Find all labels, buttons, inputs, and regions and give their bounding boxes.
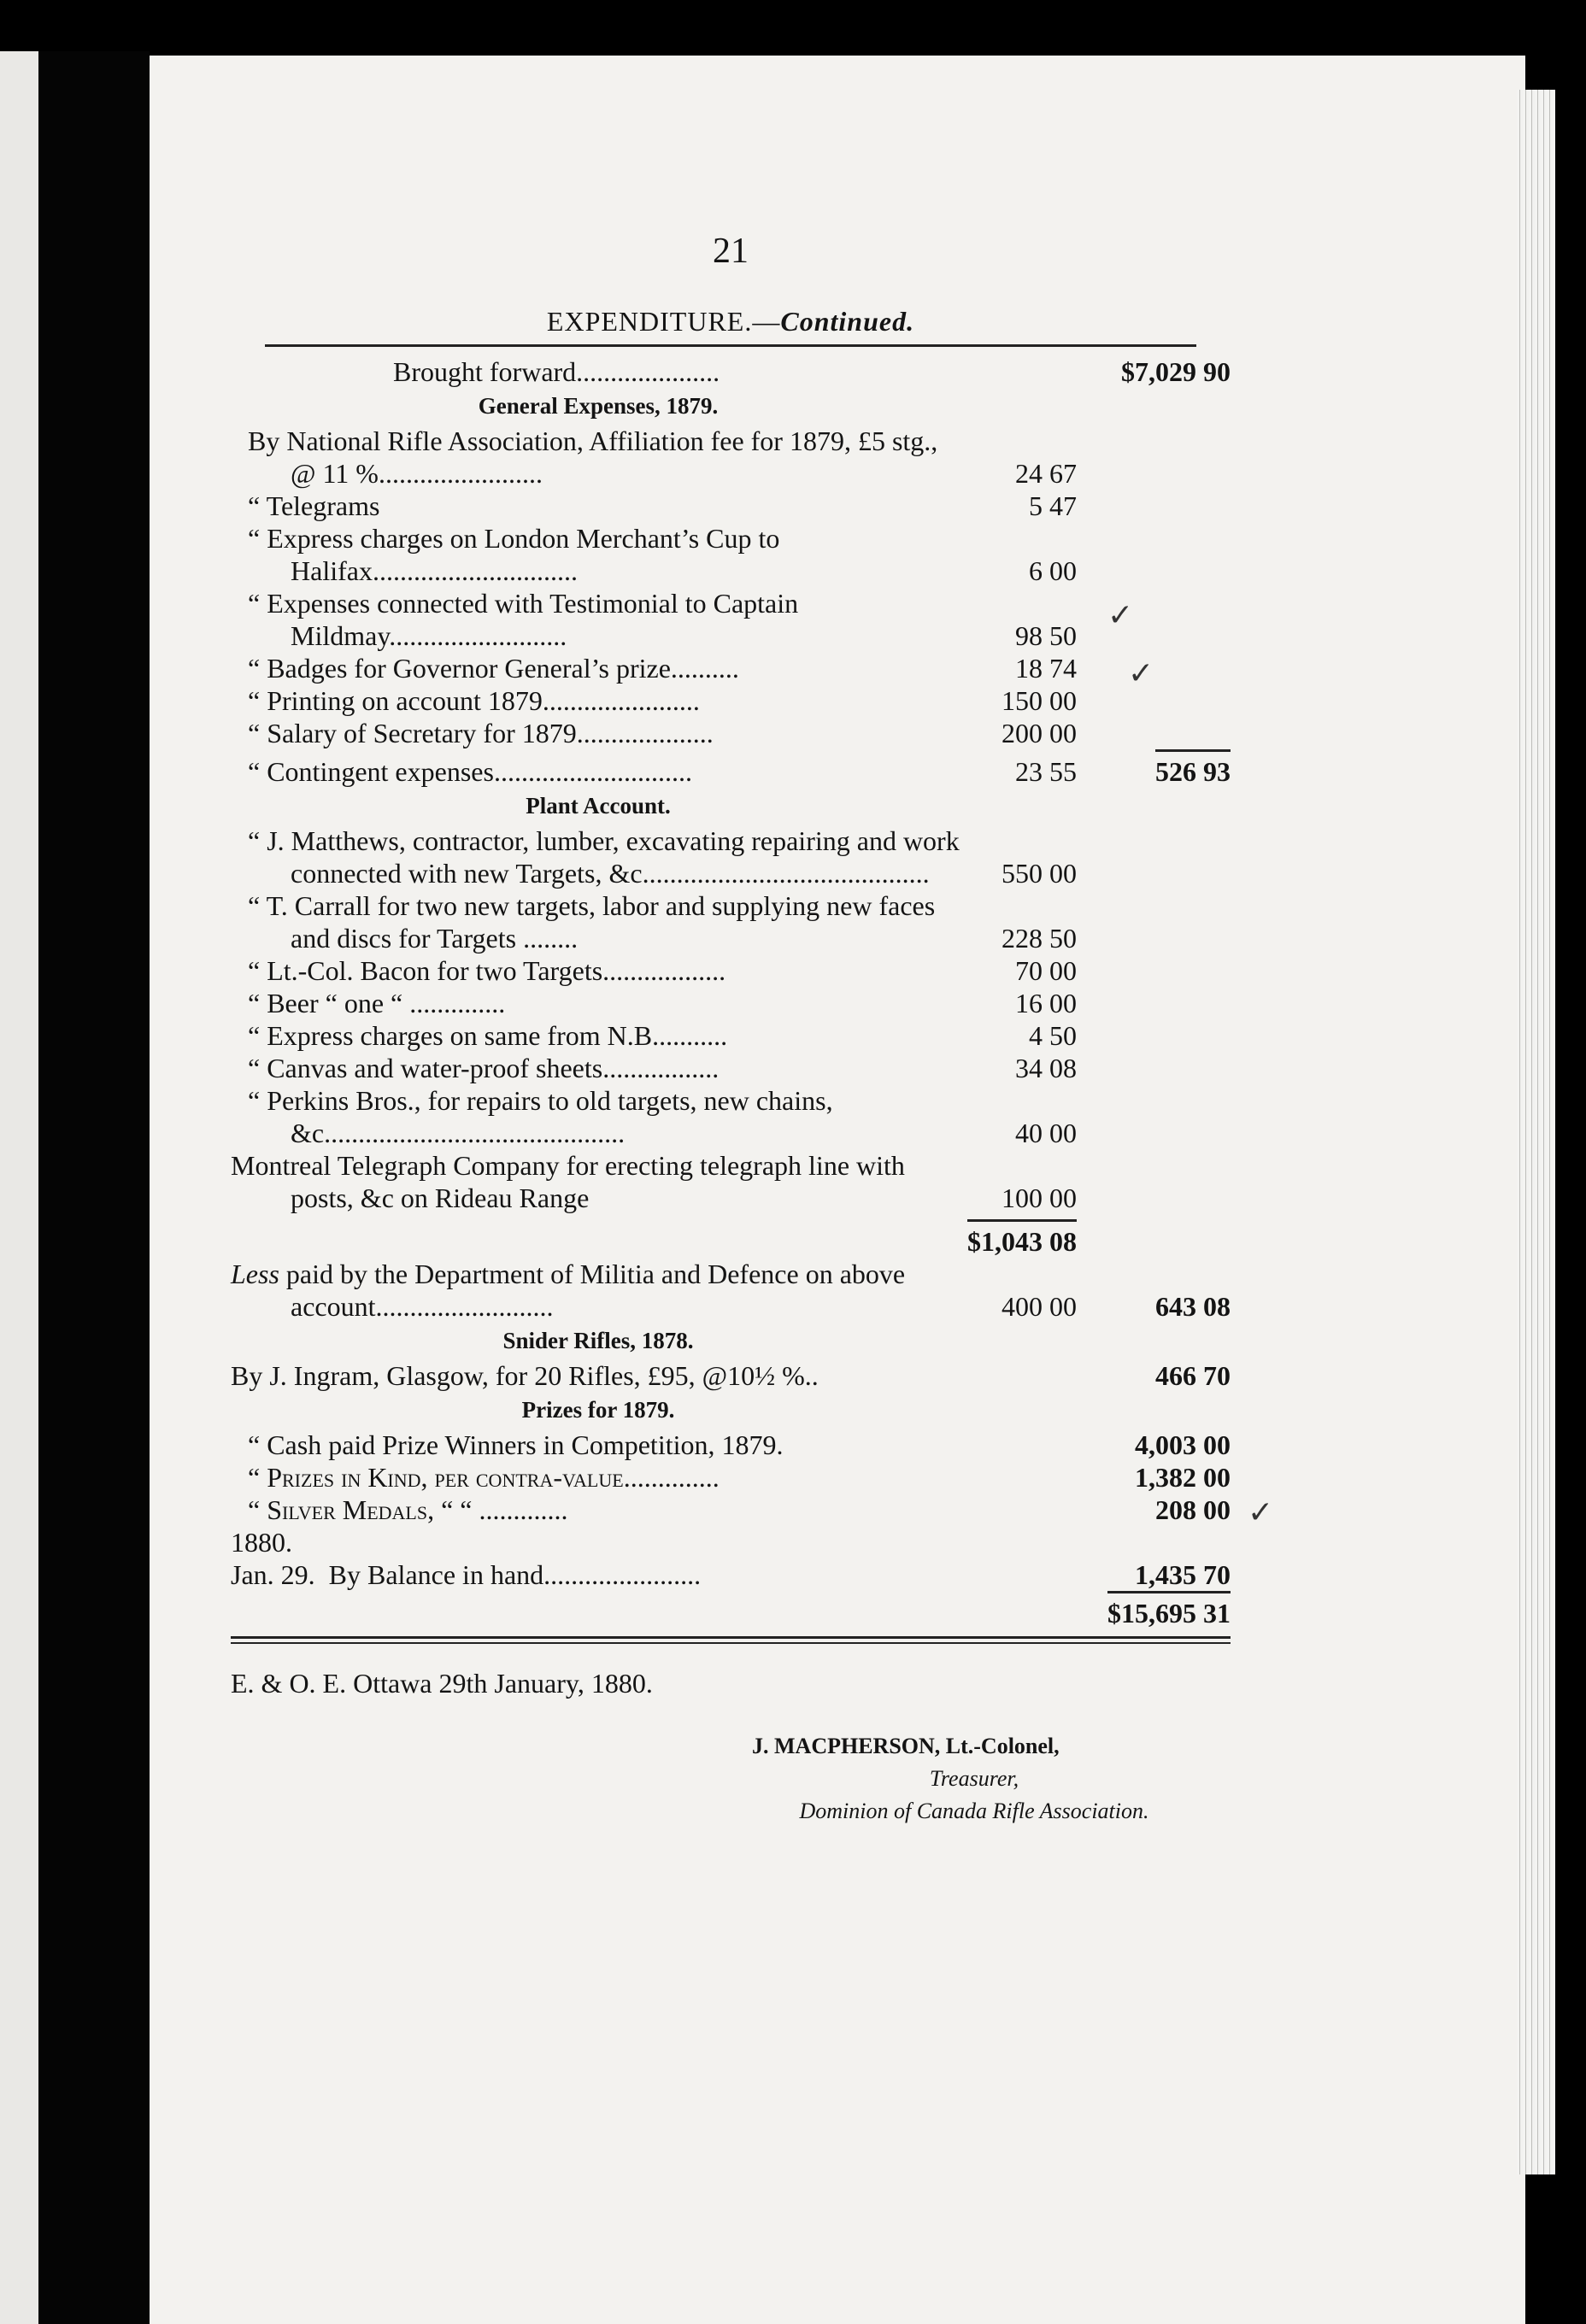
- book-spine: [38, 51, 150, 2324]
- row-text: “ Telegrams: [248, 490, 380, 521]
- row-text: “ Lt.-Col. Bacon for two Targets..................: [248, 955, 726, 986]
- ledger-row: [231, 987, 1231, 1019]
- footer-note: E. & O. E. Ottawa 29th January, 1880.: [231, 1668, 653, 1699]
- section-header: [231, 306, 1231, 337]
- row-amount: 23 55: [1015, 756, 1077, 787]
- less-label: Less: [231, 1259, 279, 1289]
- ledger-row: [231, 954, 1231, 987]
- ledger-row: [231, 749, 1231, 788]
- row-text: “ Canvas and water-proof sheets.................: [248, 1053, 720, 1083]
- ledger-row: [231, 1461, 1231, 1494]
- grand-total: [1077, 1591, 1231, 1629]
- row-text: “ Badges for Governor General’s prize..........: [248, 653, 739, 684]
- section-heading-prizes: Prizes for 1879.: [521, 1397, 675, 1423]
- row-text: “ Beer “ one “ ..............: [248, 988, 506, 1018]
- row-amount: 16 00: [1015, 988, 1077, 1018]
- grand-total-row: [231, 1591, 1231, 1629]
- balance-year: 1880.: [231, 1527, 292, 1558]
- ledger-row: [231, 1052, 1231, 1084]
- signatory-org: Dominion of Canada Rifle Association.: [799, 1799, 1149, 1823]
- row-amount: 550 00: [1002, 858, 1077, 889]
- signatory-name: J. MACPHERSON, Lt.-Colonel,: [752, 1734, 1060, 1758]
- section-heading-snider: Snider Rifles, 1878.: [502, 1328, 694, 1353]
- row-amount: 5 47: [1029, 490, 1077, 521]
- row-total: 4,003 00: [1135, 1429, 1231, 1460]
- row-text: “ Contingent expenses.............................: [248, 756, 692, 787]
- balance-text: By Balance in hand.......................: [328, 1559, 702, 1590]
- row-amount: 34 08: [1015, 1053, 1077, 1083]
- row-amount: 6 00: [1029, 555, 1077, 586]
- ledger-row: [231, 490, 1231, 522]
- ledger-row: [231, 587, 1231, 652]
- plant-subtotal: [966, 1219, 1077, 1258]
- balance-date: Jan. 29.: [231, 1559, 315, 1590]
- ledger-row: [231, 1149, 1231, 1214]
- row-text: “ Express charges on London Merchant’s Cup to Halifax..............................: [248, 523, 780, 586]
- row-amount: 228 50: [1002, 923, 1077, 954]
- ledger-row: [231, 1429, 1231, 1461]
- page-edges: [1517, 90, 1555, 2174]
- signature-block: [752, 1730, 1231, 1828]
- row-amount: 24 67: [1015, 458, 1077, 489]
- ledger-row: [231, 825, 1231, 889]
- ledger-row: [231, 1084, 1231, 1149]
- general-total: 526 93: [1155, 749, 1231, 788]
- row-amount: 200 00: [1002, 718, 1077, 748]
- pencil-tick-mark: ✓: [1128, 656, 1154, 691]
- year-row: [231, 1526, 1231, 1558]
- header-subtitle: Continued.: [780, 306, 915, 337]
- header-rule: [265, 344, 1196, 347]
- section-total: 466 70: [1155, 1360, 1231, 1391]
- ledger-row: [231, 889, 1231, 954]
- ledger-row: [231, 652, 1231, 684]
- row-amount: 98 50: [1015, 620, 1077, 651]
- brought-forward-row: [231, 355, 1231, 388]
- row-text: “ Salary of Secretary for 1879....................: [248, 718, 714, 748]
- row-text: “ T. Carrall for two new targets, labor and supplying new faces and discs for Targets ........: [248, 890, 936, 954]
- row-amount: 100 00: [1002, 1183, 1077, 1213]
- row-text: [231, 1558, 966, 1591]
- row-total: 1,382 00: [1135, 1462, 1231, 1493]
- ledger-row-less: [231, 1258, 1231, 1323]
- subtotal-row: [231, 1219, 1231, 1258]
- less-text: paid by the Department of Militia and Defence on above account..........................: [279, 1259, 906, 1322]
- plant-subtotal-value: $1,043 08: [967, 1219, 1077, 1258]
- row-amount: 400 00: [1002, 1291, 1077, 1322]
- signatory-role: Treasurer,: [929, 1766, 1019, 1791]
- section-total: [1077, 749, 1231, 788]
- section-total: 643 08: [1155, 1291, 1231, 1322]
- page-gutter: [0, 51, 38, 2324]
- ledger-row: [231, 1359, 1231, 1392]
- row-text: “ Prizes in Kind, per contra-value..............: [248, 1462, 720, 1493]
- row-text: Brought forward.....................: [393, 356, 720, 387]
- row-text: “ Cash paid Prize Winners in Competition, 1879.: [248, 1429, 784, 1460]
- ledger-row: [231, 1019, 1231, 1052]
- ledger-row: [231, 522, 1231, 587]
- ledger-row: [231, 684, 1231, 717]
- ledger-row: [231, 1494, 1231, 1526]
- row-text: [231, 1258, 966, 1323]
- row-text: “ Perkins Bros., for repairs to old targets, new chains, &c............................................: [248, 1085, 833, 1148]
- row-amount: 40 00: [1015, 1118, 1077, 1148]
- row-amount: 150 00: [1002, 685, 1077, 716]
- grand-total-value: $15,695 31: [1107, 1591, 1231, 1629]
- row-total: $7,029 90: [1121, 356, 1231, 387]
- row-text: Montreal Telegraph Company for erecting telegraph line with posts, &c on Rideau Range: [231, 1150, 905, 1213]
- row-total: 208 00: [1155, 1494, 1231, 1525]
- header-title: EXPENDITURE.—: [546, 306, 781, 337]
- section-heading-general: General Expenses, 1879.: [478, 393, 719, 419]
- pencil-tick-mark: ✓: [1248, 1495, 1274, 1530]
- row-amount: 18 74: [1015, 653, 1077, 684]
- row-amount: 70 00: [1015, 955, 1077, 986]
- row-text: “ J. Matthews, contractor, lumber, excavating repairing and work connected with new Targets, &c..........................................: [248, 825, 960, 889]
- row-text: “ Silver Medals, “ “ .............: [248, 1494, 568, 1525]
- row-text: “ Express charges on same from N.B...........: [248, 1020, 728, 1051]
- balance-total: 1,435 70: [1135, 1559, 1231, 1590]
- row-text: By J. Ingram, Glasgow, for 20 Rifles, £95, @10½ %..: [231, 1360, 819, 1391]
- balance-row: [231, 1558, 1231, 1591]
- closing-double-rule: [231, 1636, 1231, 1644]
- ledger-row: [231, 717, 1231, 749]
- ledger-row: [231, 425, 1231, 490]
- row-text: By National Rifle Association, Affiliation fee for 1879, £5 stg., @ 11 %........................: [248, 425, 938, 489]
- row-text: “ Expenses connected with Testimonial to Captain Mildmay..........................: [248, 588, 799, 651]
- section-heading-plant: Plant Account.: [526, 793, 671, 819]
- row-amount: 4 50: [1029, 1020, 1077, 1051]
- page-number: 21: [713, 232, 749, 271]
- row-text: “ Printing on account 1879.......................: [248, 685, 700, 716]
- pencil-tick-mark: ✓: [1107, 598, 1134, 633]
- document-body: [231, 231, 1231, 1828]
